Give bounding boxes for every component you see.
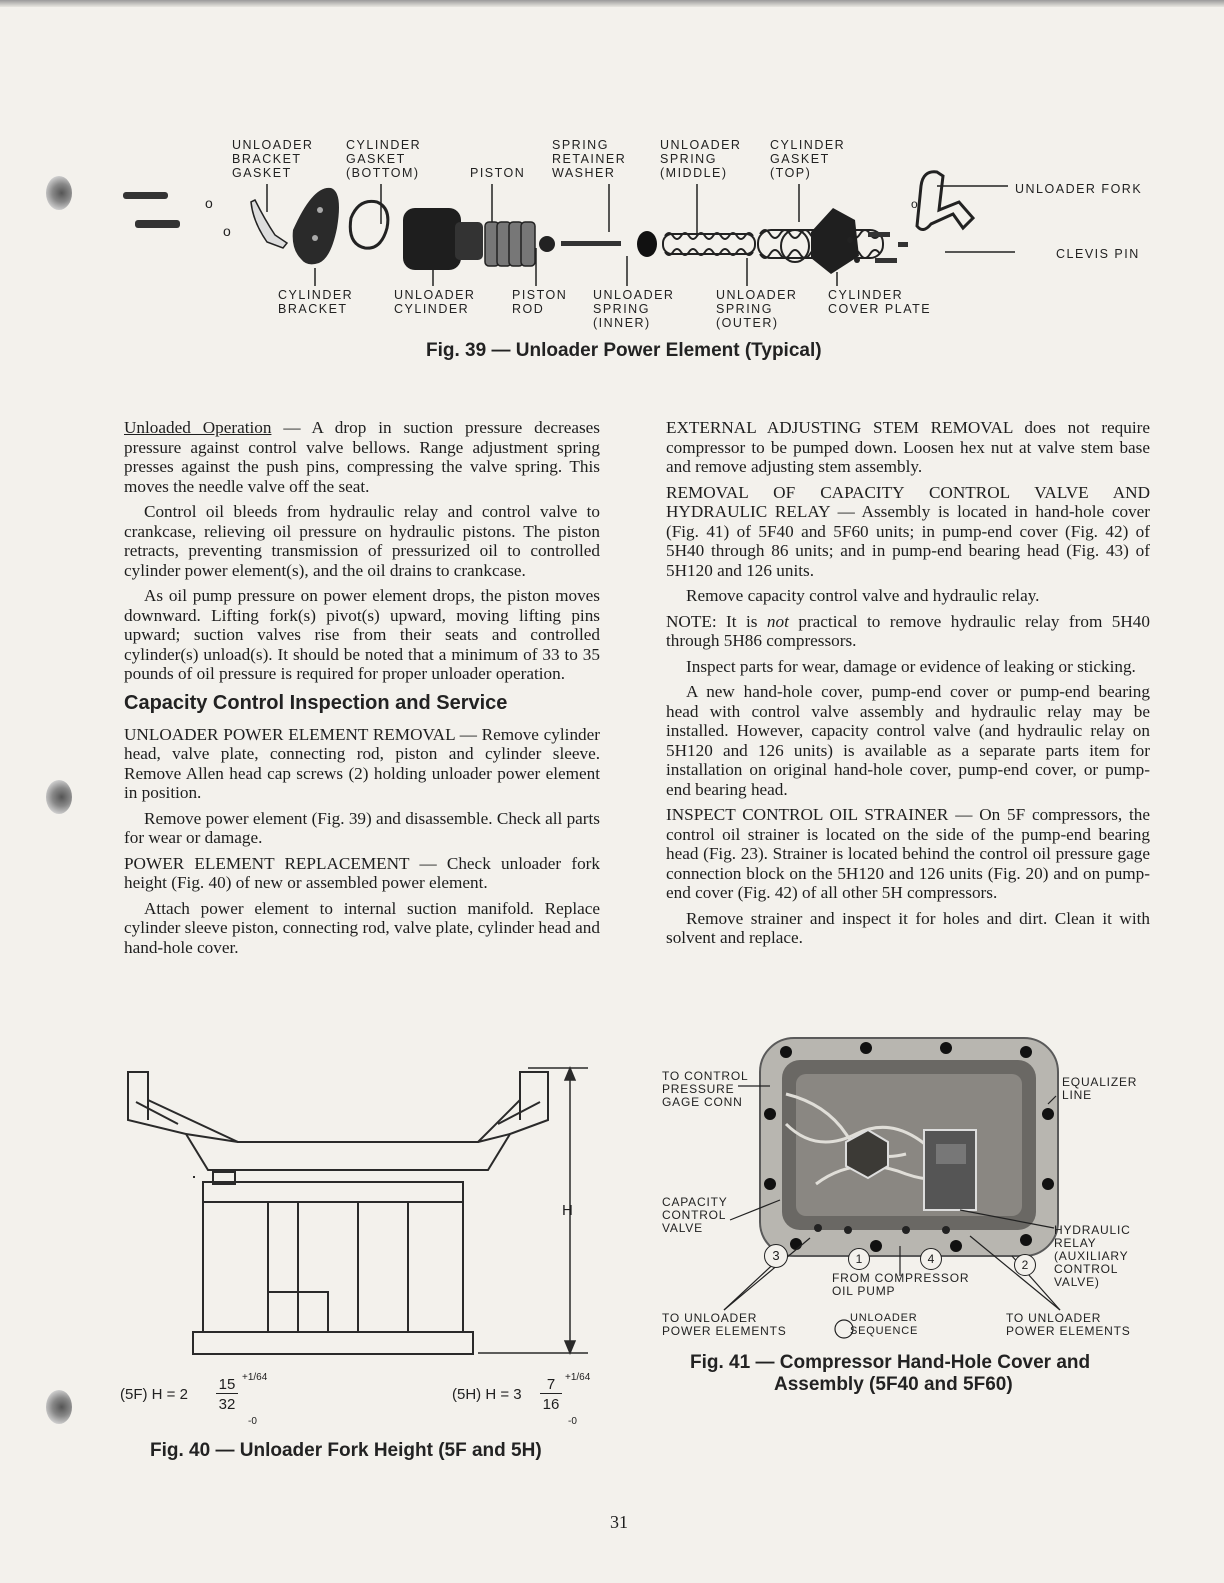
unloaded-operation-text: — A drop in suction pressure decreases pressure against control valve bellows. Range adjustment spring presses against the push pins, compressing the valve spring. This moves the needle valve off the seat. [124,418,600,496]
paragraph-control-oil: Control oil bleeds from hydraulic relay and control valve to crankcase, relieving oil pressure on hydraulic pistons. The piston retracts, preventing transmission of pressurized oil to controlled cylinder power element(s), and the oil drains to crankcase. [124,502,600,580]
callout-3: 3 [764,1244,788,1268]
page-number: 31 [610,1512,628,1532]
label-unloader-fork: UNLOADER FORK [1015,182,1143,196]
fig40-5f-tolerance-plus: +1/64 [242,1372,268,1383]
binder-hole-middle [46,780,72,814]
label-unloader-spring-outer: UNLOADER SPRING (OUTER) [716,288,798,330]
fig40-5h-tolerance-minus: -0 [568,1416,577,1427]
label-cylinder-bracket: CYLINDER BRACKET [278,288,354,316]
note-emphasis: not [766,611,789,631]
fig40-5h-tolerance-plus: +1/64 [565,1372,591,1383]
callout-1: 1 [848,1248,870,1270]
right-column [666,418,1150,954]
paragraph-inspect-parts: Inspect parts for wear, damage or evidence of leaking or sticking. [686,656,1136,676]
fig40-5f-denominator: 32 [218,1396,236,1413]
label-cylinder-gasket-top: CYLINDER GASKET (TOP) [770,138,846,180]
fig40-5f-numerator: 15 [216,1376,238,1394]
left-column [124,418,600,963]
label-unloader-spring-middle: UNLOADER SPRING (MIDDLE) [660,138,742,180]
paragraph-new-hand-hole-cover: A new hand-hole cover, pump-end cover or pump-end bearing head with control valve assembly and hydraulic relay may be installed. However, capacity control valve (and hydraulic relay on 5H120 and 126 units) is available as a separate parts item for installation on original hand-hole cover, pump-end cover, or pump-end bearing head. [666,682,1150,799]
fig40-5h-denominator: 16 [542,1396,560,1413]
fig40-5h-prefix: (5H) H = 3 [452,1386,522,1403]
label-spring-retainer-washer: SPRING RETAINER WASHER [552,138,627,180]
fig41-caption-line1: Fig. 41 — Compressor Hand-Hole Cover and [690,1352,1091,1373]
label-unloader-sequence: UNLOADER SEQUENCE [850,1312,919,1337]
fig40-fork-drawing [118,1062,598,1372]
svg-text:o: o [223,223,231,239]
page-top-edge [0,0,1224,7]
fig41-caption-line2: Assembly (5F40 and 5F60) [774,1374,1013,1395]
label-unloader-spring-inner: UNLOADER SPRING (INNER) [593,288,675,330]
label-unloader-cylinder: UNLOADER CYLINDER [394,288,476,316]
fig40-h-label: H [562,1202,573,1219]
callout-2: 2 [1014,1254,1036,1276]
fig40-5f-prefix: (5F) H = 2 [120,1386,188,1403]
paragraph-note [666,612,1150,651]
svg-text:o: o [205,195,213,211]
paragraph-external-stem: EXTERNAL ADJUSTING STEM REMOVAL does not require compressor to be pumped down. Loosen hex nut at valve stem base and remove adjusting stem assembly. [666,418,1150,476]
paragraph-remove-valve-relay: Remove capacity control valve and hydraulic relay. [686,586,1040,605]
fig41-leader-lines [660,1060,1140,1350]
fig39-exploded-drawing [115,160,1015,300]
svg-text:o: o [911,197,918,211]
label-capacity-control-valve: CAPACITY CONTROL VALVE [662,1195,728,1235]
fig40-5f-tolerance-minus: -0 [248,1416,257,1427]
label-unloader-bracket-gasket: UNLOADER BRACKET GASKET [232,138,314,180]
fig40-5h-numerator: 7 [540,1376,562,1394]
paragraph-power-element-replacement: POWER ELEMENT REPLACEMENT — Check unloader fork height (Fig. 40) of new or assembled power element. [124,853,600,892]
label-cylinder-gasket-bottom: CYLINDER GASKET (BOTTOM) [346,138,422,180]
paragraph-attach-power-element: Attach power element to internal suction manifold. Replace cylinder sleeve piston, connecting rod, valve plate, cylinder head and hand-hole cover. [124,898,600,957]
paragraph-removal-capacity-valve: REMOVAL OF CAPACITY CONTROL VALVE AND HYDRAULIC RELAY — Assembly is located in hand-hole cover (Fig. 41) of 5F40 and 5F60 units; in pump-end cover (Fig. 42) of 5H40 through 86 units; and in pump-end bearing head (Fig. 43) of 5H120 and 126 units. [666,482,1150,580]
label-hydraulic-relay: HYDRAULIC RELAY (AUXILIARY CONTROL VALVE) [1054,1223,1131,1289]
label-cylinder-cover-plate: CYLINDER COVER PLATE [828,288,932,316]
label-piston: PISTON [470,166,526,180]
label-to-unloader-right: TO UNLOADER POWER ELEMENTS [1006,1311,1131,1338]
section-heading-capacity-control: Capacity Control Inspection and Service [124,691,508,714]
label-to-control-pressure: TO CONTROL PRESSURE GAGE CONN [662,1069,749,1109]
paragraph-inspect-strainer: INSPECT CONTROL OIL STRAINER — On 5F compressors, the control oil strainer is located on the side of the pump-end bearing head (Fig. 23). Strainer is located behind the control oil pressure gage connection block on the 5H120 and 126 units (Fig. 20) and on pump-end cover (Fig. 42) of all other 5H compressors. [666,805,1150,902]
paragraph-remove-strainer: Remove strainer and inspect it for holes and dirt. Clean it with solvent and replace. [666,908,1150,947]
callout-4: 4 [920,1248,942,1270]
label-piston-rod: PISTON ROD [512,288,568,316]
label-from-compressor-oil-pump: FROM COMPRESSOR OIL PUMP [832,1271,970,1298]
fig39-caption: Fig. 39 — Unloader Power Element (Typical) [426,340,822,361]
label-equalizer-line: EQUALIZER LINE [1062,1075,1138,1102]
paragraph-remove-power-element: Remove power element (Fig. 39) and disassemble. Check all parts for wear or damage. [124,808,600,847]
fig40-caption: Fig. 40 — Unloader Fork Height (5F and 5H) [150,1440,542,1461]
label-to-unloader-left: TO UNLOADER POWER ELEMENTS [662,1311,787,1338]
binder-hole-top [46,176,72,210]
unloaded-operation-paragraph [124,418,600,496]
paragraph-unloader-removal: UNLOADER POWER ELEMENT REMOVAL — Remove cylinder head, valve plate, connecting rod, piston and cylinder sleeve. Remove Allen head cap screws (2) holding unloader power element in position. [124,724,600,802]
note-text-a: NOTE: It is [666,611,767,631]
label-clevis-pin: CLEVIS PIN [1056,247,1140,261]
unloaded-operation-title: Unloaded Operation [124,418,272,437]
note-text-b: practical to remove hydraulic relay from 5H40 through 5H86 compressors. [666,611,1150,650]
paragraph-oil-pump-pressure: As oil pump pressure on power element drops, the piston moves downward. Lifting fork(s) pivot(s) upward, moving lifting pins upward; suction valves rise from their seats and controlled cylinder(s) unload(s). It should be noted that a minimum of 33 to 35 pounds of oil pressure is required for proper unloader operation. [124,586,600,683]
binder-hole-bottom [46,1390,72,1424]
